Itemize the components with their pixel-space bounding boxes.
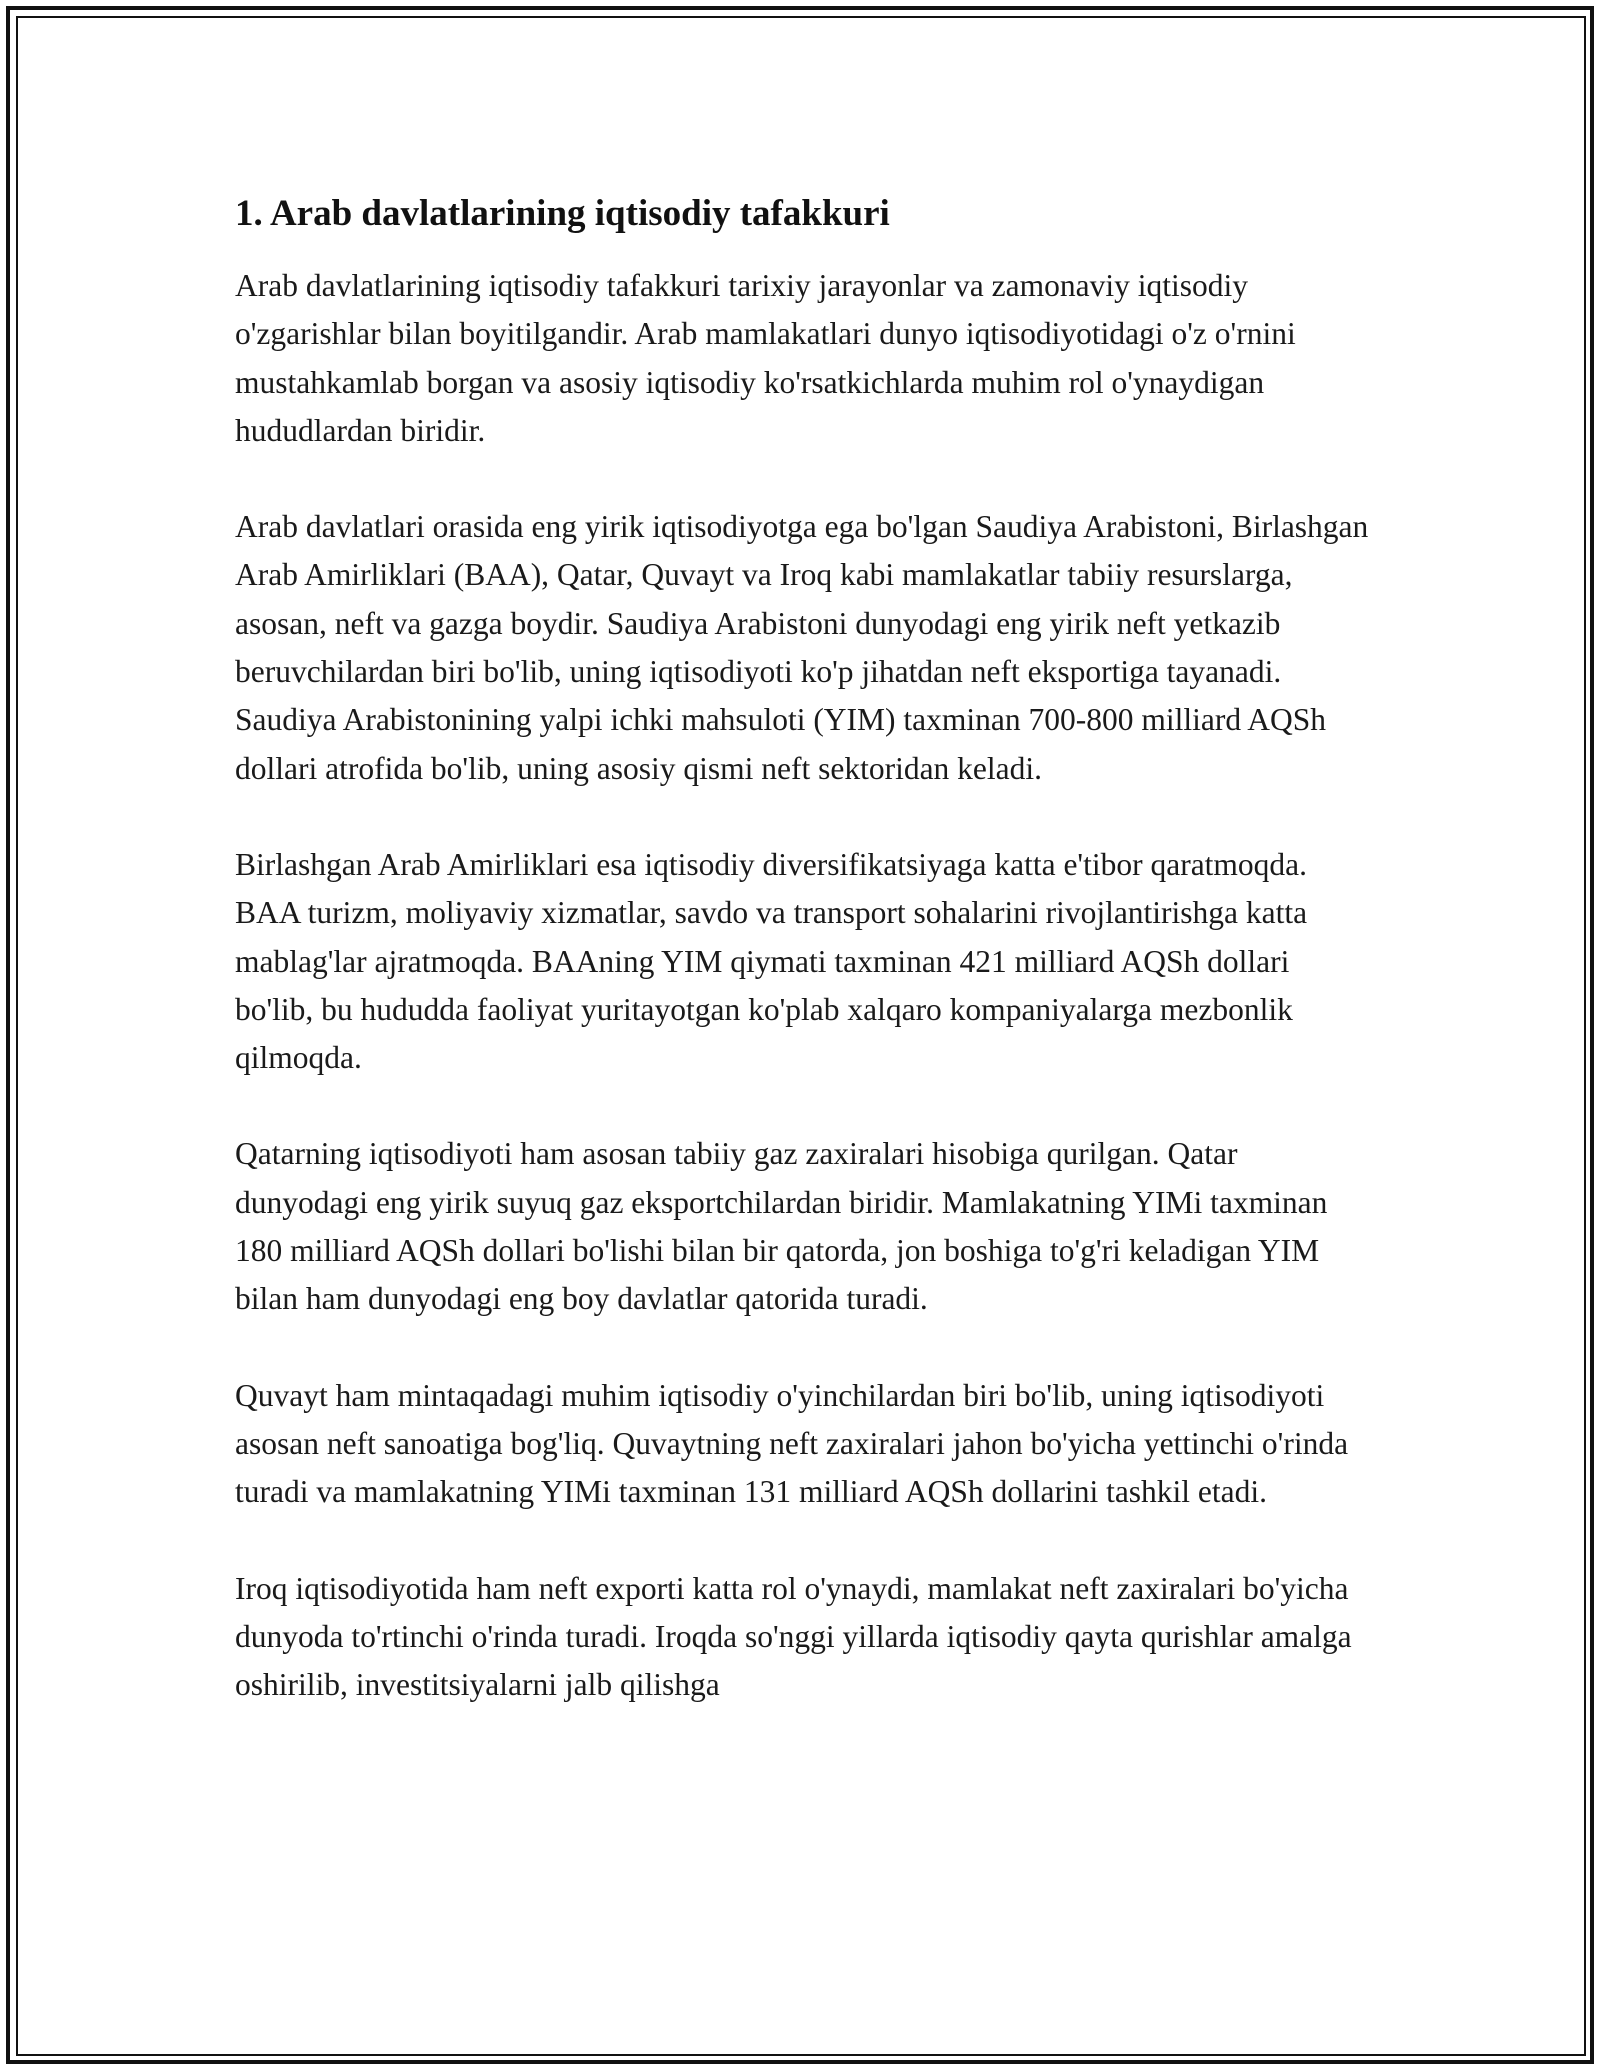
paragraph-2: Arab davlatlari orasida eng yirik iqtisodiyotga ega bo'lgan Saudiya Arabistoni, Birlashgan Arab Amirliklari (BAA), Qatar, Quvayt va Iroq kabi mamlakatlar tabiiy resurslarga, asosan, neft va gazga boydir. Saudiya Arabistoni dunyodagi eng yirik neft yetkazib beruvchilardan biri bo'lib, uning iqtisodiyoti ko'p jihatdan neft eksportiga tayanadi. Saudiya Arabistonining yalpi ichki mahsuloti (YIM) taxminan 700-800 milliard AQSh dollari atrofida bo'lib, uning asosiy qismi neft sektoridan keladi. [235, 509, 1369, 786]
paragraph-3: Birlashgan Arab Amirliklari esa iqtisodiy diversifikatsiyaga katta e'tibor qaratmoqda. BAA turizm, moliyaviy xizmatlar, savdo va transport sohalarini rivojlantirishga katta mablag'lar ajratmoqda. BAAning YIM qiymati taxminan 421 milliard AQSh dollari bo'lib, bu hududda faoliyat yuritayotgan ko'plab xalqaro kompaniyalarga mezbonlik qilmoqda. [235, 846, 1308, 1076]
paragraph-5: Quvayt ham mintaqadagi muhim iqtisodiy o'yinchilardan biri bo'lib, uning iqtisodiyoti asosan neft sanoatiga bog'liq. Quvaytning neft zaxiralari jahon bo'yicha yettinchi o'rinda turadi va mamlakatning YIMi taxminan 131 milliard AQSh dollarini tashkil etadi. [235, 1377, 1349, 1510]
paragraph-6: Iroq iqtisodiyotida ham neft exporti katta rol o'ynaydi, mamlakat neft zaxiralari bo'yicha dunyoda to'rtinchi o'rinda turadi. Iroqda so'nggi yillarda iqtisodiy qayta qurishlar amalga oshirilib, investitsiyalarni jalb qilishga [235, 1570, 1352, 1703]
paragraph-1: Arab davlatlarining iqtisodiy tafakkuri tarixiy jarayonlar va zamonaviy iqtisodiy o'zgarishlar bilan boyitilgandir. Arab mamlakatlari dunyo iqtisodiyotidagi o'z o'rnini mustahkamlab borgan va asosiy iqtisodiy ko'rsatkichlarda muhim rol o'ynaydigan hududlardan biridir. [235, 268, 1296, 448]
document-body [235, 188, 1375, 1757]
paragraph-4: Qatarning iqtisodiyoti ham asosan tabiiy gaz zaxiralari hisobiga qurilgan. Qatar dunyodagi eng yirik suyuq gaz eksportchilardan biridir. Mamlakatning YIMi taxminan 180 milliard AQSh dollari bo'lishi bilan bir qatorda, jon boshiga to'g'ri keladigan YIM bilan ham dunyodagi eng boy davlatlar qatorida turadi. [235, 1136, 1328, 1317]
section-heading: 1. Arab davlatlarining iqtisodiy tafakkuri [235, 193, 890, 234]
